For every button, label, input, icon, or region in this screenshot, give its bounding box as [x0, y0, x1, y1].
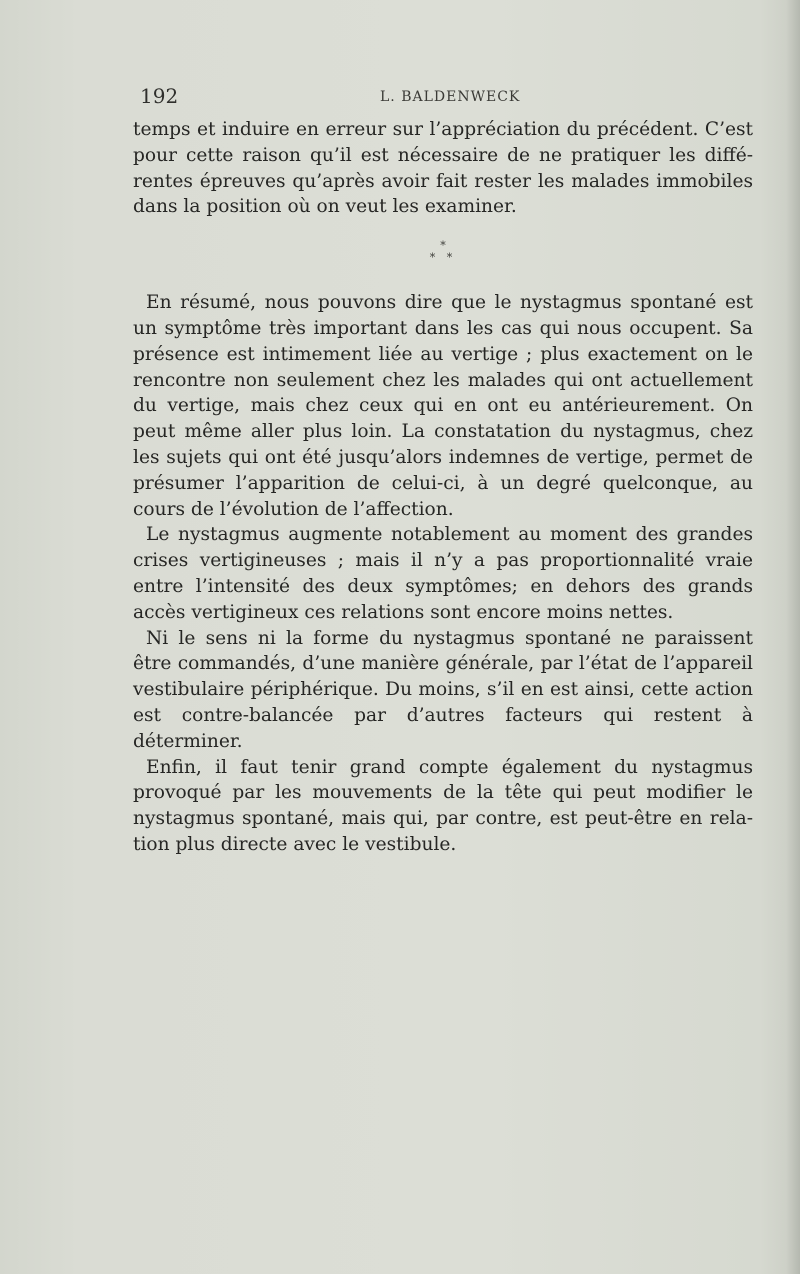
separator-star-top: * — [440, 239, 446, 253]
page-edge-shadow — [786, 0, 800, 1274]
separator-stars-bottom: * * — [429, 251, 457, 265]
page-header — [140, 84, 752, 110]
running-head: L. BALDENWECK — [380, 89, 521, 105]
body-text — [133, 117, 753, 858]
page-number: 192 — [140, 84, 179, 108]
paragraph-sens-forme: Ni le sens ni la forme du nystagmus spontané ne paraissent être commandés, d’une manière générale, par l’état de l’appareil vestibulaire périphérique. Du moins, s’il en est ainsi, cette action est contre-balancée par d’autres facteurs qui restent à déterminer. — [133, 627, 753, 752]
paragraph-summary: En résumé, nous pouvons dire que le nystagmus spontané est un symptôme très important dans les cas qui nous occupent. Sa présence est intimement liée au vertige ; plus exactement on le rencontre non seulement chez les malades qui ont actuellement du vertige, mais chez ceux qui en ont eu antérieurement. On peut même aller plus loin. La constatation du nystagmus, chez les sujets qui ont été jusqu’alors indemnes de vertige, permet de présumer l’apparition de celui-ci, à un degré quelconque, au cours de l’évolution de l’affection. — [133, 292, 753, 520]
paragraph-crises: Le nystagmus augmente notablement au moment des grandes crises vertigineuses ; mais il n’y a pas proportionnalité vraie entre l’intensité des deux symptômes; en dehors des grands accès vertigineux ces relations sont encore moins nettes. — [133, 524, 753, 623]
intro-paragraph: temps et induire en erreur sur l’appréciation du précédent. C’est pour cette raison qu’il est nécessaire de ne pratiquer les différentes épreuves qu’après avoir fait rester les malades immobiles dans la position où on veut les examiner. — [133, 119, 753, 218]
paragraph-enfin: Enfin, il faut tenir grand compte également du nystagmus provoqué par les mouvements de la tête qui peut modifier le nystagmus spontané, mais qui, par contre, est peut-être en relation plus directe avec le vestibule. — [133, 756, 753, 855]
section-separator — [133, 240, 753, 264]
